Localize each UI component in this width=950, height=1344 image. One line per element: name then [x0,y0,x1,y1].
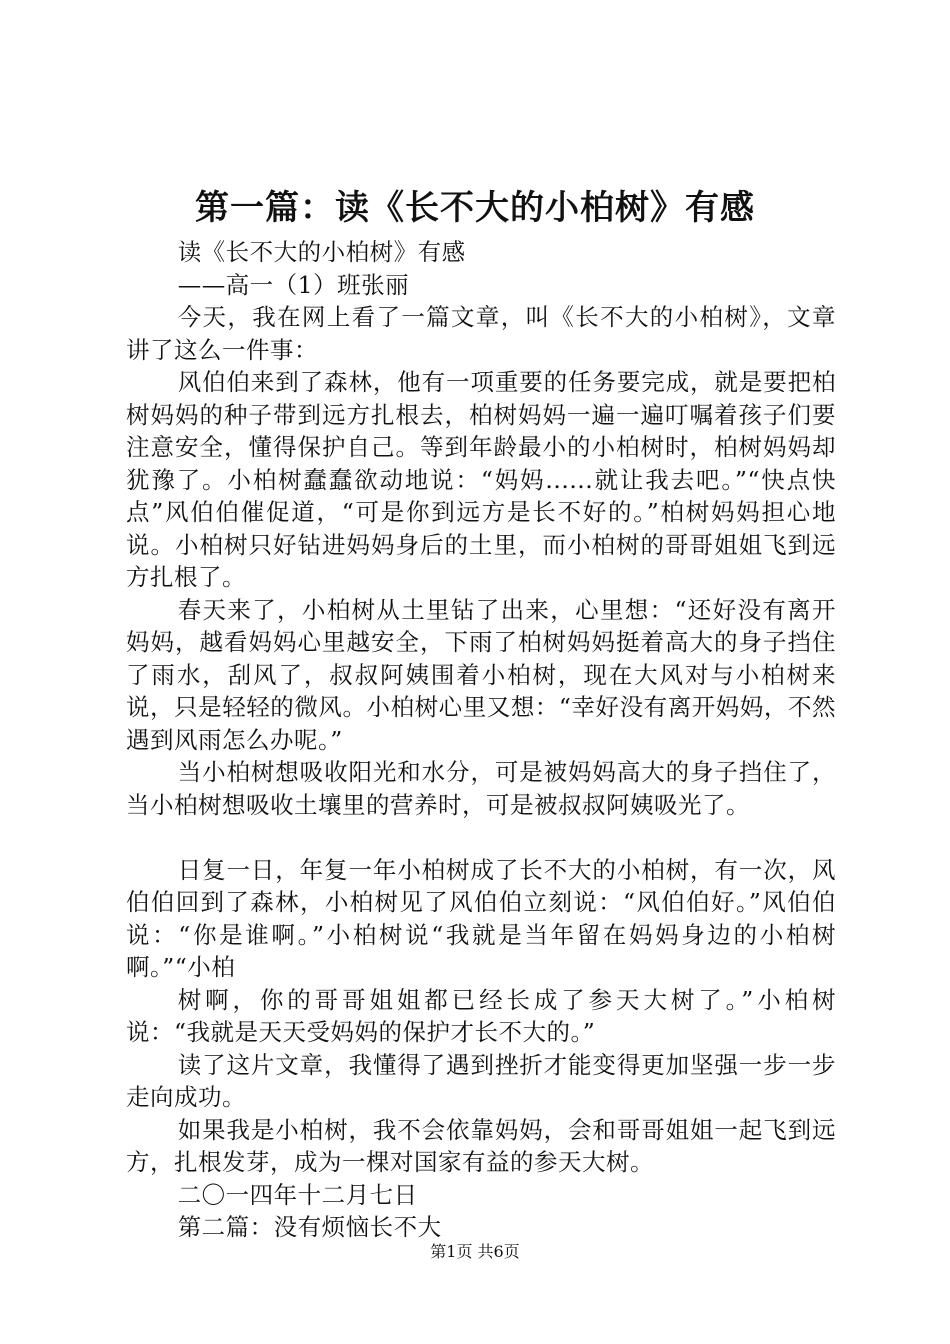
body-paragraph: 春天来了，小柏树从土里钻了出来，心里想：“还好没有离开妈妈，越看妈妈心里越安全，下雨了柏树妈妈挺着高大的身子挡住了雨水，刮风了，叔叔阿姨围着小柏树，现在大风对与小柏树来说，只是轻轻的微风。小柏树心里又想：“幸好没有离开妈妈，不然遇到风雨怎么办呢。” [126,595,836,754]
body-paragraph: 读了这片文章，我懂得了遇到挫折才能变得更加坚强一步一步走向成功。 [126,1050,836,1111]
body-paragraph: 如果我是小柏树，我不会依靠妈妈，会和哥哥姐姐一起飞到远方，扎根发芽，成为一棵对国家有益的参天大树。 [126,1115,836,1176]
blank-line [126,821,836,854]
body-paragraph: 风伯伯来到了森林，他有一项重要的任务要完成，就是要把柏树妈妈的种子带到远方扎根去，柏树妈妈一遍一遍叮嘱着孩子们要注意安全，懂得保护自己。等到年龄最小的小柏树时，柏树妈妈却犹豫了。小柏树蠢蠢欲动地说：“妈妈......就让我去吧。”“快点快点”风伯伯催促道，“可是你到远方是长不好的。”柏树妈妈担心地说。小柏树只好钻进妈妈身后的土里，而小柏树的哥哥姐姐飞到远方扎根了。 [126,368,836,591]
author-line: ——高一（1）班张丽 [177,270,410,299]
page-footer: 第1页 共6页 [430,1242,520,1261]
body-paragraph: 日复一日，年复一年小柏树成了长不大的小柏树，有一次，风伯伯回到了森林，小柏树见了风伯伯立刻说：“风伯伯好。”风伯伯说：“你是谁啊。”小柏树说“我就是当年留在妈妈身边的小柏树啊。”“小柏 [126,855,836,981]
document-title: 第一篇：读《长不大的小柏树》有感 [195,188,755,228]
body-paragraph: 树啊，你的哥哥姐姐都已经长成了参天大树了。”小柏树说：“我就是天天受妈妈的保护才长不大的。” [126,985,836,1046]
subtitle-paragraph: 读《长不大的小柏树》有感 [177,238,466,266]
body-paragraph: 当小柏树想吸收阳光和水分，可是被妈妈高大的身子挡住了，当小柏树想吸收土壤里的营养时，可是被叔叔阿姨吸光了。 [126,758,836,819]
next-section-heading: 第二篇：没有烦恼长不大 [177,1213,442,1241]
document-body [126,236,836,1244]
body-paragraph: 今天，我在网上看了一篇文章，叫《长不大的小柏树》，文章讲了这么一件事： [126,303,836,364]
date-line: 二〇一四年十二月七日 [177,1180,418,1209]
